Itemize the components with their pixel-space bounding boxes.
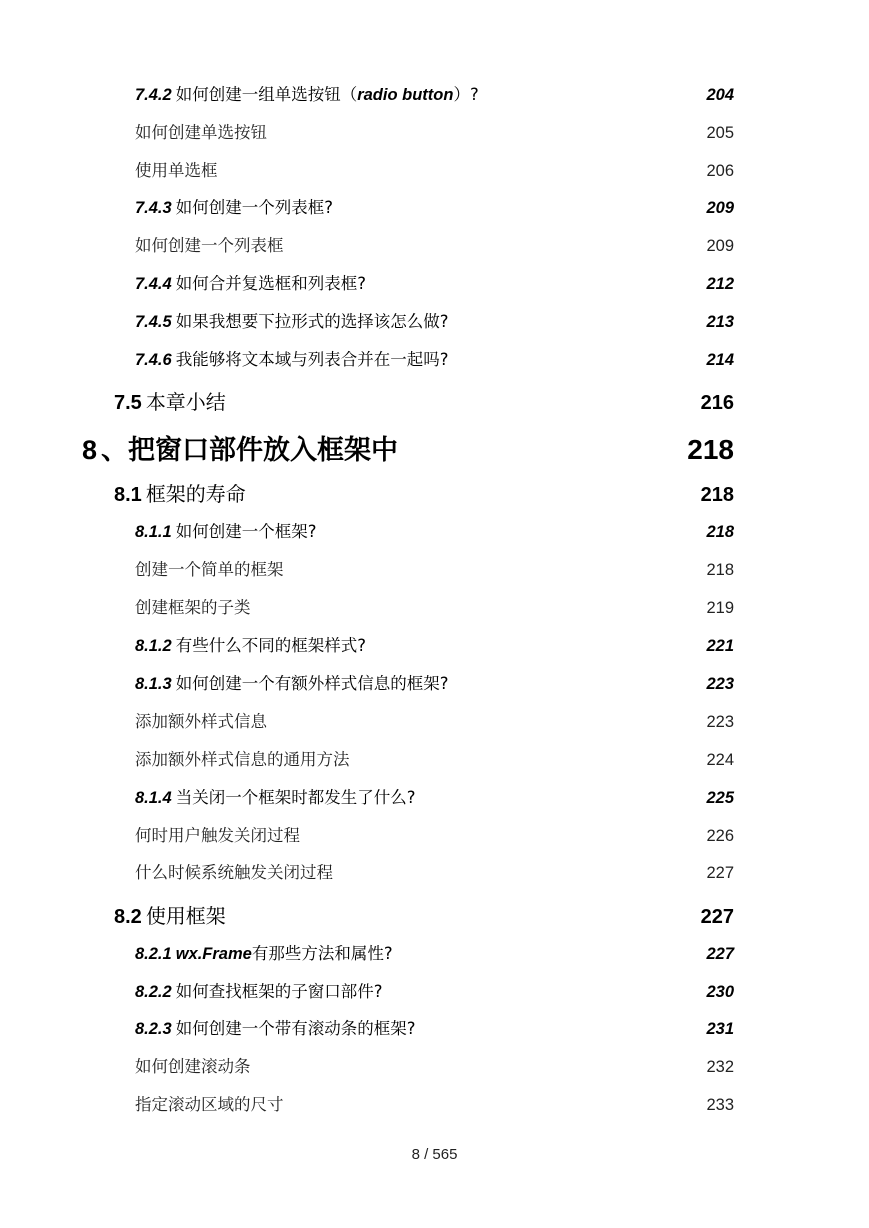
toc-entry-label <box>135 346 448 370</box>
toc-entry-8-1-1[interactable] <box>135 518 734 542</box>
page-number: 218 <box>706 561 734 579</box>
section-title: 什么时候系统触发关闭过程 <box>135 863 333 882</box>
toc-entry-label <box>114 478 246 507</box>
toc-entry[interactable] <box>135 232 734 256</box>
section-title: 框架的寿命 <box>145 482 246 506</box>
section-title: 如何创建一个带有滚动条的框架? <box>175 1019 416 1038</box>
toc-entry[interactable] <box>135 1053 734 1077</box>
toc-entry-label <box>82 428 398 467</box>
section-title: 如何查找框架的子窗口部件? <box>175 982 383 1001</box>
section-number: 8.1.2 <box>135 637 172 655</box>
section-title: 如何创建单选按钮 <box>135 123 267 142</box>
page-number: 218 <box>706 523 734 541</box>
toc-entry[interactable] <box>135 822 734 846</box>
toc-entry-8-2[interactable] <box>114 900 734 929</box>
page-number: 209 <box>706 237 734 255</box>
toc-entry-7-4-4[interactable] <box>135 270 734 294</box>
section-number: 8.2 <box>114 906 142 928</box>
chapter-title: 、把窗口部件放入框架中 <box>101 435 399 466</box>
section-number: 8.1.1 <box>135 523 172 541</box>
section-title: 如何创建一组单选按钮（radio button）? <box>175 85 479 104</box>
section-number: 7.4.4 <box>135 275 172 293</box>
toc-entry-label <box>135 308 448 332</box>
section-number: 7.5 <box>114 392 142 414</box>
toc-entry-label <box>135 518 316 542</box>
page-number: 216 <box>700 392 734 414</box>
page-number: 227 <box>706 945 734 963</box>
toc-entry-label <box>114 900 226 929</box>
toc-entry-7-5[interactable] <box>114 386 734 415</box>
section-title: 如何创建一个列表框? <box>175 198 333 217</box>
toc-entry[interactable] <box>135 859 734 883</box>
section-title: 创建框架的子类 <box>135 598 251 617</box>
toc-entry-label <box>135 1015 415 1039</box>
toc-entry-label <box>135 270 366 294</box>
page-number: 232 <box>706 1058 734 1076</box>
toc-entry-label <box>114 386 226 415</box>
page-number: 231 <box>706 1020 734 1038</box>
section-title: 我能够将文本域与列表合并在一起吗? <box>175 350 449 369</box>
section-title: 如何创建滚动条 <box>135 1057 251 1076</box>
section-number: 7.4.5 <box>135 313 172 331</box>
section-title: 如何合并复选框和列表框? <box>175 274 366 293</box>
page-number: 223 <box>706 713 734 731</box>
toc-entry[interactable] <box>135 594 734 618</box>
section-title: 使用单选框 <box>135 161 218 180</box>
toc-entry[interactable] <box>135 157 734 181</box>
section-title: 何时用户触发关闭过程 <box>135 826 300 845</box>
toc-entry-8-1-3[interactable] <box>135 670 734 694</box>
page-number: 226 <box>706 827 734 845</box>
page-number: 227 <box>706 864 734 882</box>
section-number: 8.1.3 <box>135 675 172 693</box>
toc-entry-label <box>135 632 366 656</box>
toc-entry-label <box>135 940 393 964</box>
toc-entry-label <box>135 784 415 808</box>
section-number: 8.2.2 <box>135 983 172 1001</box>
section-title: 如何创建一个有额外样式信息的框架? <box>175 674 449 693</box>
page-number: 213 <box>706 313 734 331</box>
toc-entry-7-4-6[interactable] <box>135 346 734 370</box>
section-title: 如何创建一个列表框 <box>135 236 284 255</box>
section-title: 添加额外样式信息的通用方法 <box>135 750 350 769</box>
page-number: 218 <box>687 434 734 465</box>
toc-entry-label <box>135 670 448 694</box>
toc-entry-7-4-5[interactable] <box>135 308 734 332</box>
section-number: 8.1 <box>114 484 142 506</box>
section-number: 8.2.3 <box>135 1020 172 1038</box>
section-number: 8.2.1 <box>135 945 172 963</box>
toc-entry-label <box>135 81 479 105</box>
toc-entry-8-1-4[interactable] <box>135 784 734 808</box>
section-number: 7.4.2 <box>135 86 172 104</box>
page-number: 233 <box>706 1096 734 1114</box>
section-number: 8.1.4 <box>135 789 172 807</box>
page-number: 224 <box>706 751 734 769</box>
chapter-number: 8 <box>82 435 98 465</box>
page-number: 205 <box>706 124 734 142</box>
page-number: 209 <box>706 199 734 217</box>
toc-entry-8-2-3[interactable] <box>135 1015 734 1039</box>
page-number: 206 <box>706 162 734 180</box>
toc-entry[interactable] <box>135 119 734 143</box>
page-number: 214 <box>706 351 734 369</box>
toc-entry-7-4-2[interactable] <box>135 81 734 105</box>
page-number: 219 <box>706 599 734 617</box>
toc-entry-label <box>135 194 333 218</box>
page-number: 230 <box>706 983 734 1001</box>
section-title: 指定滚动区域的尺寸 <box>135 1095 284 1114</box>
page-number: 225 <box>706 789 734 807</box>
toc-entry-8-2-2[interactable] <box>135 978 734 1002</box>
section-title: 有些什么不同的框架样式? <box>175 636 366 655</box>
section-number: 7.4.6 <box>135 351 172 369</box>
section-number: 7.4.3 <box>135 199 172 217</box>
page-indicator: 8 / 565 <box>411 1146 458 1163</box>
toc-entry[interactable] <box>135 708 734 732</box>
page-number: 227 <box>700 906 734 928</box>
section-title: wx.Frame有那些方法和属性? <box>175 944 393 963</box>
toc-entry-8-1-2[interactable] <box>135 632 734 656</box>
section-title: 当关闭一个框架时都发生了什么? <box>175 788 416 807</box>
toc-entry[interactable] <box>135 556 734 580</box>
page-number: 204 <box>706 86 734 104</box>
page-number: 218 <box>700 484 734 506</box>
toc-entry-8-2-1[interactable] <box>135 940 734 964</box>
page-number: 223 <box>706 675 734 693</box>
toc-entry[interactable] <box>135 746 734 770</box>
section-title: 如何创建一个框架? <box>175 522 317 541</box>
toc-entry[interactable] <box>135 1091 734 1115</box>
section-title: 使用框架 <box>145 904 226 928</box>
toc-entry-chapter-8[interactable] <box>82 428 734 467</box>
page-number: 212 <box>706 275 734 293</box>
section-title: 添加额外样式信息 <box>135 712 267 731</box>
toc-entry-7-4-3[interactable] <box>135 194 734 218</box>
page-number: 221 <box>706 637 734 655</box>
section-title: 如果我想要下拉形式的选择该怎么做? <box>175 312 449 331</box>
toc-entry-8-1[interactable] <box>114 478 734 507</box>
section-title: 本章小结 <box>145 390 226 414</box>
section-title: 创建一个简单的框架 <box>135 560 284 579</box>
toc-entry-label <box>135 978 382 1002</box>
